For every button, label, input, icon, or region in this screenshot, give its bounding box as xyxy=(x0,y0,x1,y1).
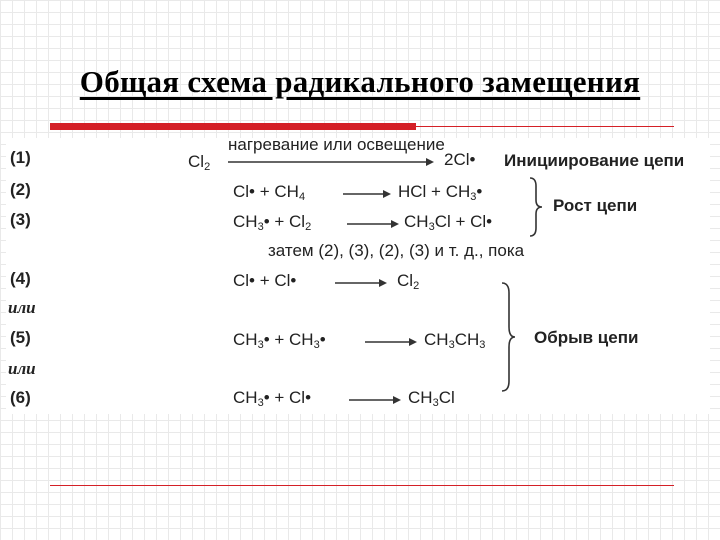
step6-arrow xyxy=(349,396,401,406)
step3-arrow xyxy=(347,220,399,230)
step6-product: $CH_3Cl$ xyxy=(408,388,455,409)
termination-label: Обрыв цепи xyxy=(534,328,639,347)
step3-products: $CH_3Cl$ + Cl• xyxy=(404,212,493,233)
step-number-1: (1) xyxy=(10,148,31,167)
step5-arrow xyxy=(365,338,417,348)
repeat-note: затем (2), (3), (2), (3) и т. д., пока xyxy=(268,241,525,260)
step-number-3: (3) xyxy=(10,210,31,229)
initiation-arrow xyxy=(228,158,434,168)
step4-product: $Cl_2$ xyxy=(397,271,420,292)
initiation-label: Инициирование цепи xyxy=(504,151,685,170)
initiation-condition: нагревание или освещение xyxy=(228,135,445,154)
bottom-divider-line xyxy=(50,485,674,486)
initiation-product: 2Cl• xyxy=(444,150,476,169)
step2-reactants: Cl• + $CH_4$ xyxy=(233,182,306,203)
title-accent-bar xyxy=(50,123,416,130)
step-number-6: (6) xyxy=(10,388,31,407)
step4-arrow xyxy=(335,279,387,289)
step4-reactants: Cl• + Cl• xyxy=(233,271,297,290)
reaction-scheme-image xyxy=(6,135,710,414)
propagation-brace xyxy=(528,176,544,238)
step2-products: HCl + $CH_3•$ xyxy=(398,182,483,203)
slide-title: Общая схема радикального замещения xyxy=(79,64,641,99)
step2-arrow xyxy=(343,190,391,200)
step6-reactants: $CH_3•$ + Cl• xyxy=(233,388,312,409)
or-label-2: или xyxy=(8,359,36,378)
termination-brace xyxy=(500,281,518,393)
title-accent-line xyxy=(416,126,674,127)
initiation-reactant: $Cl_2$ xyxy=(188,152,211,173)
step5-product: $CH_3CH_3$ xyxy=(424,330,486,351)
step5-reactants: $CH_3•$ + $CH_3•$ xyxy=(233,330,326,351)
step-number-2: (2) xyxy=(10,180,31,199)
step3-reactants: $CH_3• + Cl_2$ xyxy=(233,212,312,233)
propagation-label: Рост цепи xyxy=(553,196,638,215)
step-number-5: (5) xyxy=(10,328,31,347)
or-label-1: или xyxy=(8,298,36,317)
step-number-4: (4) xyxy=(10,269,31,288)
